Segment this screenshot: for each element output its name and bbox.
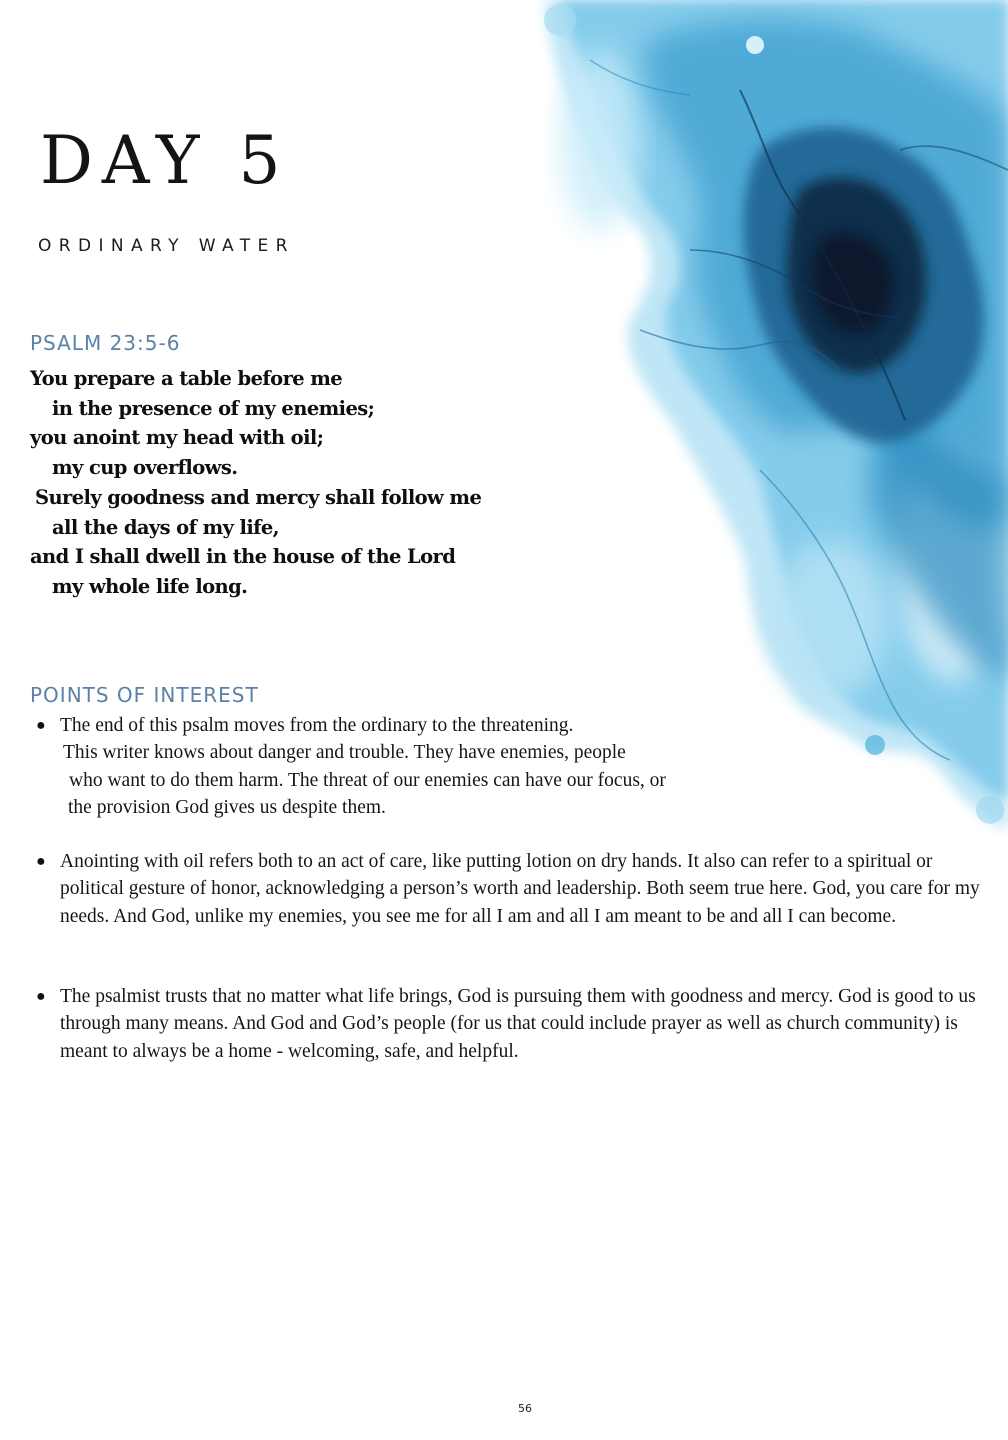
bullet-icon: ● [36, 853, 46, 870]
list-item [36, 848, 980, 930]
point-line: The end of this psalm moves from the ordinary to the threatening. [60, 715, 574, 736]
day-subtitle: ORDINARY WATER [38, 236, 295, 256]
scripture-line: my cup overflows. [52, 456, 238, 480]
bullet-icon: ● [36, 717, 46, 734]
scripture-line: all the days of my life, [52, 515, 279, 539]
scripture-line: You prepare a table before me [30, 367, 343, 390]
scripture-line: and I shall dwell in the house of the Lord [30, 545, 456, 569]
bullet-icon: ● [36, 988, 46, 1005]
point-line: the provision God gives us despite them. [68, 796, 386, 818]
scripture-reference: PSALM 23:5-6 [30, 331, 181, 355]
scripture-passage [30, 364, 481, 602]
day-title: DAY 5 [40, 122, 290, 199]
list-item [36, 983, 980, 1065]
point-text: The psalmist trusts that no matter what life brings, God is pursuing them with goodness and mercy. God is good to us through many means. And God and God’s people (for us that could include prayer as well as church community) is meant to always be a home - welcoming, safe, and helpful. [60, 986, 976, 1062]
point-line: who want to do them harm. The threat of our enemies can have our focus, or [69, 769, 666, 791]
list-item [36, 712, 980, 821]
page-number: 56 [518, 1402, 532, 1415]
scripture-line: in the presence of my enemies; [52, 396, 375, 420]
scripture-line: you anoint my head with oil; [30, 426, 324, 450]
points-of-interest-heading: POINTS OF INTEREST [30, 683, 259, 707]
scripture-line: my whole life long. [52, 574, 248, 598]
scripture-line: Surely goodness and mercy shall follow me [35, 485, 482, 509]
point-text: Anointing with oil refers both to an act of care, like putting lotion on dry hands. It also can refer to a spiritual or political gesture of honor, acknowledging a person’s worth and leadership. Both seem true here. God, you care for my needs. And God, unlike my enemies, you see me for all I am and all I am meant to be and all I can become. [60, 851, 980, 927]
point-line: This writer knows about danger and trouble. They have enemies, people [63, 742, 626, 764]
